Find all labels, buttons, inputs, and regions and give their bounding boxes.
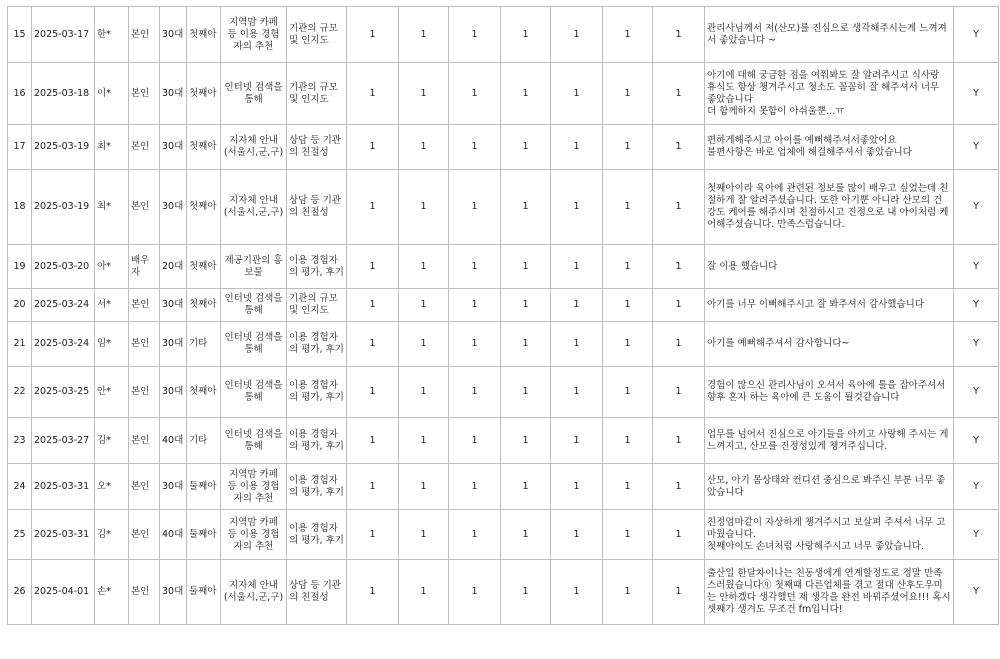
age-cell: 40대 [160, 418, 187, 464]
score-cell: 1 [347, 7, 399, 63]
selection-reason-cell: 이용 경험자의 평가, 후기 [287, 464, 347, 510]
table-row [8, 245, 999, 289]
comment-cell: 첫째아이라 육아에 관련된 정보를 많이 배우고 싶었는데 친절하게 잘 알려주셨습니다. 또한 아기뿐 아니라 산모의 건강도 케어를 해주시며 친절하시고 진정으로 내 아이처럼 케어해주셨습니다. 만족스럽습니다. [705, 170, 954, 245]
date-cell: 2025-03-31 [32, 464, 95, 510]
score-cell: 1 [653, 289, 705, 322]
consent-cell: Y [954, 170, 999, 245]
relation-cell: 본인 [129, 125, 160, 170]
name-cell: 이* [95, 63, 129, 125]
score-cell: 1 [399, 367, 449, 418]
comment-cell: 출산일 한달차이나는 친동생에게 연계할정도로 정말 만족스러웠습니다ⓠ 첫째때 다른업체를 겪고 절대 산후도우미는 안하겠다 생각했던 제 생각을 완전 바꿔주셨어요!!! 혹시 셋째가 생겨도 무조건 fm입니다! [705, 560, 954, 625]
name-cell: 오* [95, 464, 129, 510]
score-cell: 1 [449, 464, 501, 510]
relation-cell: 배우자 [129, 245, 160, 289]
score-cell: 1 [501, 367, 551, 418]
date-cell: 2025-03-31 [32, 510, 95, 560]
score-cell: 1 [653, 464, 705, 510]
date-cell: 2025-03-25 [32, 367, 95, 418]
score-cell: 1 [449, 418, 501, 464]
score-cell: 1 [603, 7, 653, 63]
score-cell: 1 [449, 7, 501, 63]
referral-path-cell: 인터넷 검색을 통해 [221, 289, 287, 322]
relation-cell: 본인 [129, 418, 160, 464]
child-order-cell: 둘째아 [187, 560, 221, 625]
consent-cell: Y [954, 510, 999, 560]
child-order-cell: 둘째아 [187, 510, 221, 560]
score-cell: 1 [551, 125, 603, 170]
age-cell: 30대 [160, 125, 187, 170]
selection-reason-cell: 이용 경험자의 평가, 후기 [287, 322, 347, 367]
consent-cell: Y [954, 7, 999, 63]
score-cell: 1 [551, 560, 603, 625]
score-cell: 1 [551, 367, 603, 418]
score-cell: 1 [347, 289, 399, 322]
child-order-cell: 첫째아 [187, 170, 221, 245]
score-cell: 1 [449, 367, 501, 418]
consent-cell: Y [954, 63, 999, 125]
score-cell: 1 [603, 289, 653, 322]
selection-reason-cell: 기관의 규모 및 인지도 [287, 289, 347, 322]
score-cell: 1 [603, 418, 653, 464]
score-cell: 1 [603, 560, 653, 625]
selection-reason-cell: 상담 등 기관의 친절성 [287, 170, 347, 245]
row-number: 22 [8, 367, 32, 418]
comment-cell: 아기를 예뻐해주셔서 감사합니다~ [705, 322, 954, 367]
score-cell: 1 [449, 170, 501, 245]
name-cell: 서* [95, 289, 129, 322]
score-cell: 1 [551, 289, 603, 322]
row-number: 24 [8, 464, 32, 510]
date-cell: 2025-03-18 [32, 63, 95, 125]
date-cell: 2025-03-20 [32, 245, 95, 289]
referral-path-cell: 인터넷 검색을 통해 [221, 367, 287, 418]
survey-table [7, 6, 999, 625]
score-cell: 1 [653, 63, 705, 125]
age-cell: 30대 [160, 464, 187, 510]
score-cell: 1 [399, 418, 449, 464]
score-cell: 1 [653, 510, 705, 560]
date-cell: 2025-03-27 [32, 418, 95, 464]
selection-reason-cell: 상담 등 기관의 친절성 [287, 560, 347, 625]
selection-reason-cell: 기관의 규모 및 인지도 [287, 7, 347, 63]
referral-path-cell: 인터넷 검색을 통해 [221, 63, 287, 125]
row-number: 17 [8, 125, 32, 170]
name-cell: 최* [95, 170, 129, 245]
score-cell: 1 [603, 245, 653, 289]
relation-cell: 본인 [129, 322, 160, 367]
row-number: 19 [8, 245, 32, 289]
name-cell: 김* [95, 510, 129, 560]
score-cell: 1 [603, 63, 653, 125]
referral-path-cell: 제공기관의 홍보물 [221, 245, 287, 289]
referral-path-cell: 지자체 안내 (서울시,군,구) [221, 125, 287, 170]
table-row [8, 63, 999, 125]
relation-cell: 본인 [129, 289, 160, 322]
score-cell: 1 [347, 464, 399, 510]
score-cell: 1 [551, 7, 603, 63]
score-cell: 1 [551, 322, 603, 367]
relation-cell: 본인 [129, 510, 160, 560]
relation-cell: 본인 [129, 7, 160, 63]
consent-cell: Y [954, 322, 999, 367]
score-cell: 1 [399, 510, 449, 560]
table-row [8, 170, 999, 245]
score-cell: 1 [347, 63, 399, 125]
selection-reason-cell: 이용 경험자의 평가, 후기 [287, 367, 347, 418]
score-cell: 1 [653, 560, 705, 625]
score-cell: 1 [603, 510, 653, 560]
score-cell: 1 [347, 245, 399, 289]
date-cell: 2025-03-24 [32, 289, 95, 322]
score-cell: 1 [653, 125, 705, 170]
comment-cell: 친정엄마같이 자상하게 챙겨주시고 보살펴 주셔서 너무 고마웠습니다. 첫째아이도 손녀처럼 사랑해주시고 너무 좋았습니다. [705, 510, 954, 560]
table-row [8, 7, 999, 63]
score-cell: 1 [551, 510, 603, 560]
score-cell: 1 [449, 245, 501, 289]
selection-reason-cell: 상담 등 기관의 친절성 [287, 125, 347, 170]
row-number: 25 [8, 510, 32, 560]
comment-cell: 관리사님께서 저(산모)를 진심으로 생각해주시는게 느껴져서 좋았습니다 ~ [705, 7, 954, 63]
score-cell: 1 [551, 464, 603, 510]
score-cell: 1 [347, 367, 399, 418]
date-cell: 2025-03-19 [32, 170, 95, 245]
score-cell: 1 [603, 367, 653, 418]
score-cell: 1 [551, 418, 603, 464]
row-number: 18 [8, 170, 32, 245]
age-cell: 30대 [160, 170, 187, 245]
child-order-cell: 첫째아 [187, 289, 221, 322]
score-cell: 1 [653, 322, 705, 367]
age-cell: 30대 [160, 367, 187, 418]
child-order-cell: 둘째아 [187, 464, 221, 510]
score-cell: 1 [347, 560, 399, 625]
score-cell: 1 [399, 7, 449, 63]
score-cell: 1 [501, 289, 551, 322]
comment-cell: 잘 이용 했습니다 [705, 245, 954, 289]
score-cell: 1 [449, 289, 501, 322]
referral-path-cell: 인터넷 검색을 통해 [221, 418, 287, 464]
date-cell: 2025-03-19 [32, 125, 95, 170]
score-cell: 1 [399, 63, 449, 125]
name-cell: 김* [95, 418, 129, 464]
age-cell: 30대 [160, 63, 187, 125]
score-cell: 1 [449, 560, 501, 625]
score-cell: 1 [501, 510, 551, 560]
child-order-cell: 첫째아 [187, 125, 221, 170]
comment-cell: 아기를 너무 이뻐해주시고 잘 봐주셔서 감사했습니다 [705, 289, 954, 322]
score-cell: 1 [501, 322, 551, 367]
score-cell: 1 [653, 7, 705, 63]
relation-cell: 본인 [129, 63, 160, 125]
name-cell: 최* [95, 125, 129, 170]
selection-reason-cell: 이용 경험자의 평가, 후기 [287, 418, 347, 464]
date-cell: 2025-03-17 [32, 7, 95, 63]
referral-path-cell: 지역맘 카페 등 이용 경험자의 추천 [221, 510, 287, 560]
name-cell: 임* [95, 322, 129, 367]
referral-path-cell: 지자체 안내 (서울시,군,구) [221, 560, 287, 625]
table-row [8, 289, 999, 322]
score-cell: 1 [449, 125, 501, 170]
name-cell: 한* [95, 7, 129, 63]
table-row [8, 125, 999, 170]
score-cell: 1 [449, 322, 501, 367]
referral-path-cell: 지역맘 카페 등 이용 경험자의 추천 [221, 464, 287, 510]
table-row [8, 560, 999, 625]
relation-cell: 본인 [129, 367, 160, 418]
table-row [8, 510, 999, 560]
score-cell: 1 [653, 367, 705, 418]
score-cell: 1 [501, 560, 551, 625]
selection-reason-cell: 이용 경험자의 평가, 후기 [287, 510, 347, 560]
table-row [8, 418, 999, 464]
score-cell: 1 [501, 7, 551, 63]
row-number: 15 [8, 7, 32, 63]
child-order-cell: 첫째아 [187, 367, 221, 418]
row-number: 23 [8, 418, 32, 464]
score-cell: 1 [399, 464, 449, 510]
child-order-cell: 첫째아 [187, 63, 221, 125]
score-cell: 1 [399, 125, 449, 170]
relation-cell: 본인 [129, 464, 160, 510]
date-cell: 2025-04-01 [32, 560, 95, 625]
age-cell: 20대 [160, 245, 187, 289]
child-order-cell: 기타 [187, 322, 221, 367]
score-cell: 1 [501, 245, 551, 289]
score-cell: 1 [501, 170, 551, 245]
score-cell: 1 [603, 464, 653, 510]
child-order-cell: 첫째아 [187, 245, 221, 289]
score-cell: 1 [551, 170, 603, 245]
score-cell: 1 [653, 418, 705, 464]
name-cell: 손* [95, 560, 129, 625]
table-row [8, 464, 999, 510]
score-cell: 1 [603, 322, 653, 367]
consent-cell: Y [954, 560, 999, 625]
row-number: 16 [8, 63, 32, 125]
consent-cell: Y [954, 367, 999, 418]
table-row [8, 322, 999, 367]
score-cell: 1 [603, 170, 653, 245]
referral-path-cell: 지역맘 카페 등 이용 경험자의 추천 [221, 7, 287, 63]
consent-cell: Y [954, 464, 999, 510]
score-cell: 1 [501, 418, 551, 464]
consent-cell: Y [954, 289, 999, 322]
age-cell: 30대 [160, 7, 187, 63]
comment-cell: 경험이 많으신 관리사님이 오셔서 육아에 틀을 잡아주셔서 향후 혼자 하는 육아에 큰 도움이 될것같습니다 [705, 367, 954, 418]
comment-cell: 편하게해주시고 아이를 예뻐해주셔서좋았어요 불편사항은 바로 업체에 해결해주셔서 좋았습니다 [705, 125, 954, 170]
relation-cell: 본인 [129, 170, 160, 245]
score-cell: 1 [347, 510, 399, 560]
score-cell: 1 [399, 322, 449, 367]
name-cell: 아* [95, 245, 129, 289]
score-cell: 1 [603, 125, 653, 170]
consent-cell: Y [954, 125, 999, 170]
age-cell: 30대 [160, 560, 187, 625]
date-cell: 2025-03-24 [32, 322, 95, 367]
name-cell: 안* [95, 367, 129, 418]
score-cell: 1 [449, 510, 501, 560]
score-cell: 1 [399, 170, 449, 245]
score-cell: 1 [347, 125, 399, 170]
comment-cell: 아기에 대해 궁금한 점을 여쭤봐도 잘 알려주시고 식사랑 휴식도 항상 챙겨주시고 청소도 꼼꼼히 잘 해주셔서 너무 좋았습니다 더 함께하지 못함이 아쉬울뿐...ㅠ [705, 63, 954, 125]
row-number: 21 [8, 322, 32, 367]
score-cell: 1 [653, 170, 705, 245]
referral-path-cell: 인터넷 검색을 통해 [221, 322, 287, 367]
row-number: 26 [8, 560, 32, 625]
referral-path-cell: 지자체 안내 (서울시,군,구) [221, 170, 287, 245]
selection-reason-cell: 이용 경험자의 평가, 후기 [287, 245, 347, 289]
score-cell: 1 [653, 245, 705, 289]
score-cell: 1 [551, 63, 603, 125]
age-cell: 30대 [160, 322, 187, 367]
score-cell: 1 [399, 560, 449, 625]
score-cell: 1 [501, 464, 551, 510]
age-cell: 30대 [160, 289, 187, 322]
comment-cell: 산모, 아기 몸상태와 컨디션 중심으로 봐주신 부분 너무 좋았습니다 [705, 464, 954, 510]
child-order-cell: 첫째아 [187, 7, 221, 63]
row-number: 20 [8, 289, 32, 322]
score-cell: 1 [347, 322, 399, 367]
score-cell: 1 [347, 418, 399, 464]
age-cell: 40대 [160, 510, 187, 560]
score-cell: 1 [551, 245, 603, 289]
comment-cell: 업무를 넘어서 진심으로 아기들을 아끼고 사랑해 주시는 게 느껴지고, 산모를 진정성있게 챙겨주십니다. [705, 418, 954, 464]
score-cell: 1 [399, 245, 449, 289]
score-cell: 1 [399, 289, 449, 322]
relation-cell: 본인 [129, 560, 160, 625]
consent-cell: Y [954, 418, 999, 464]
child-order-cell: 기타 [187, 418, 221, 464]
table-row [8, 367, 999, 418]
score-cell: 1 [501, 125, 551, 170]
score-cell: 1 [449, 63, 501, 125]
consent-cell: Y [954, 245, 999, 289]
score-cell: 1 [501, 63, 551, 125]
score-cell: 1 [347, 170, 399, 245]
selection-reason-cell: 기관의 규모 및 인지도 [287, 63, 347, 125]
